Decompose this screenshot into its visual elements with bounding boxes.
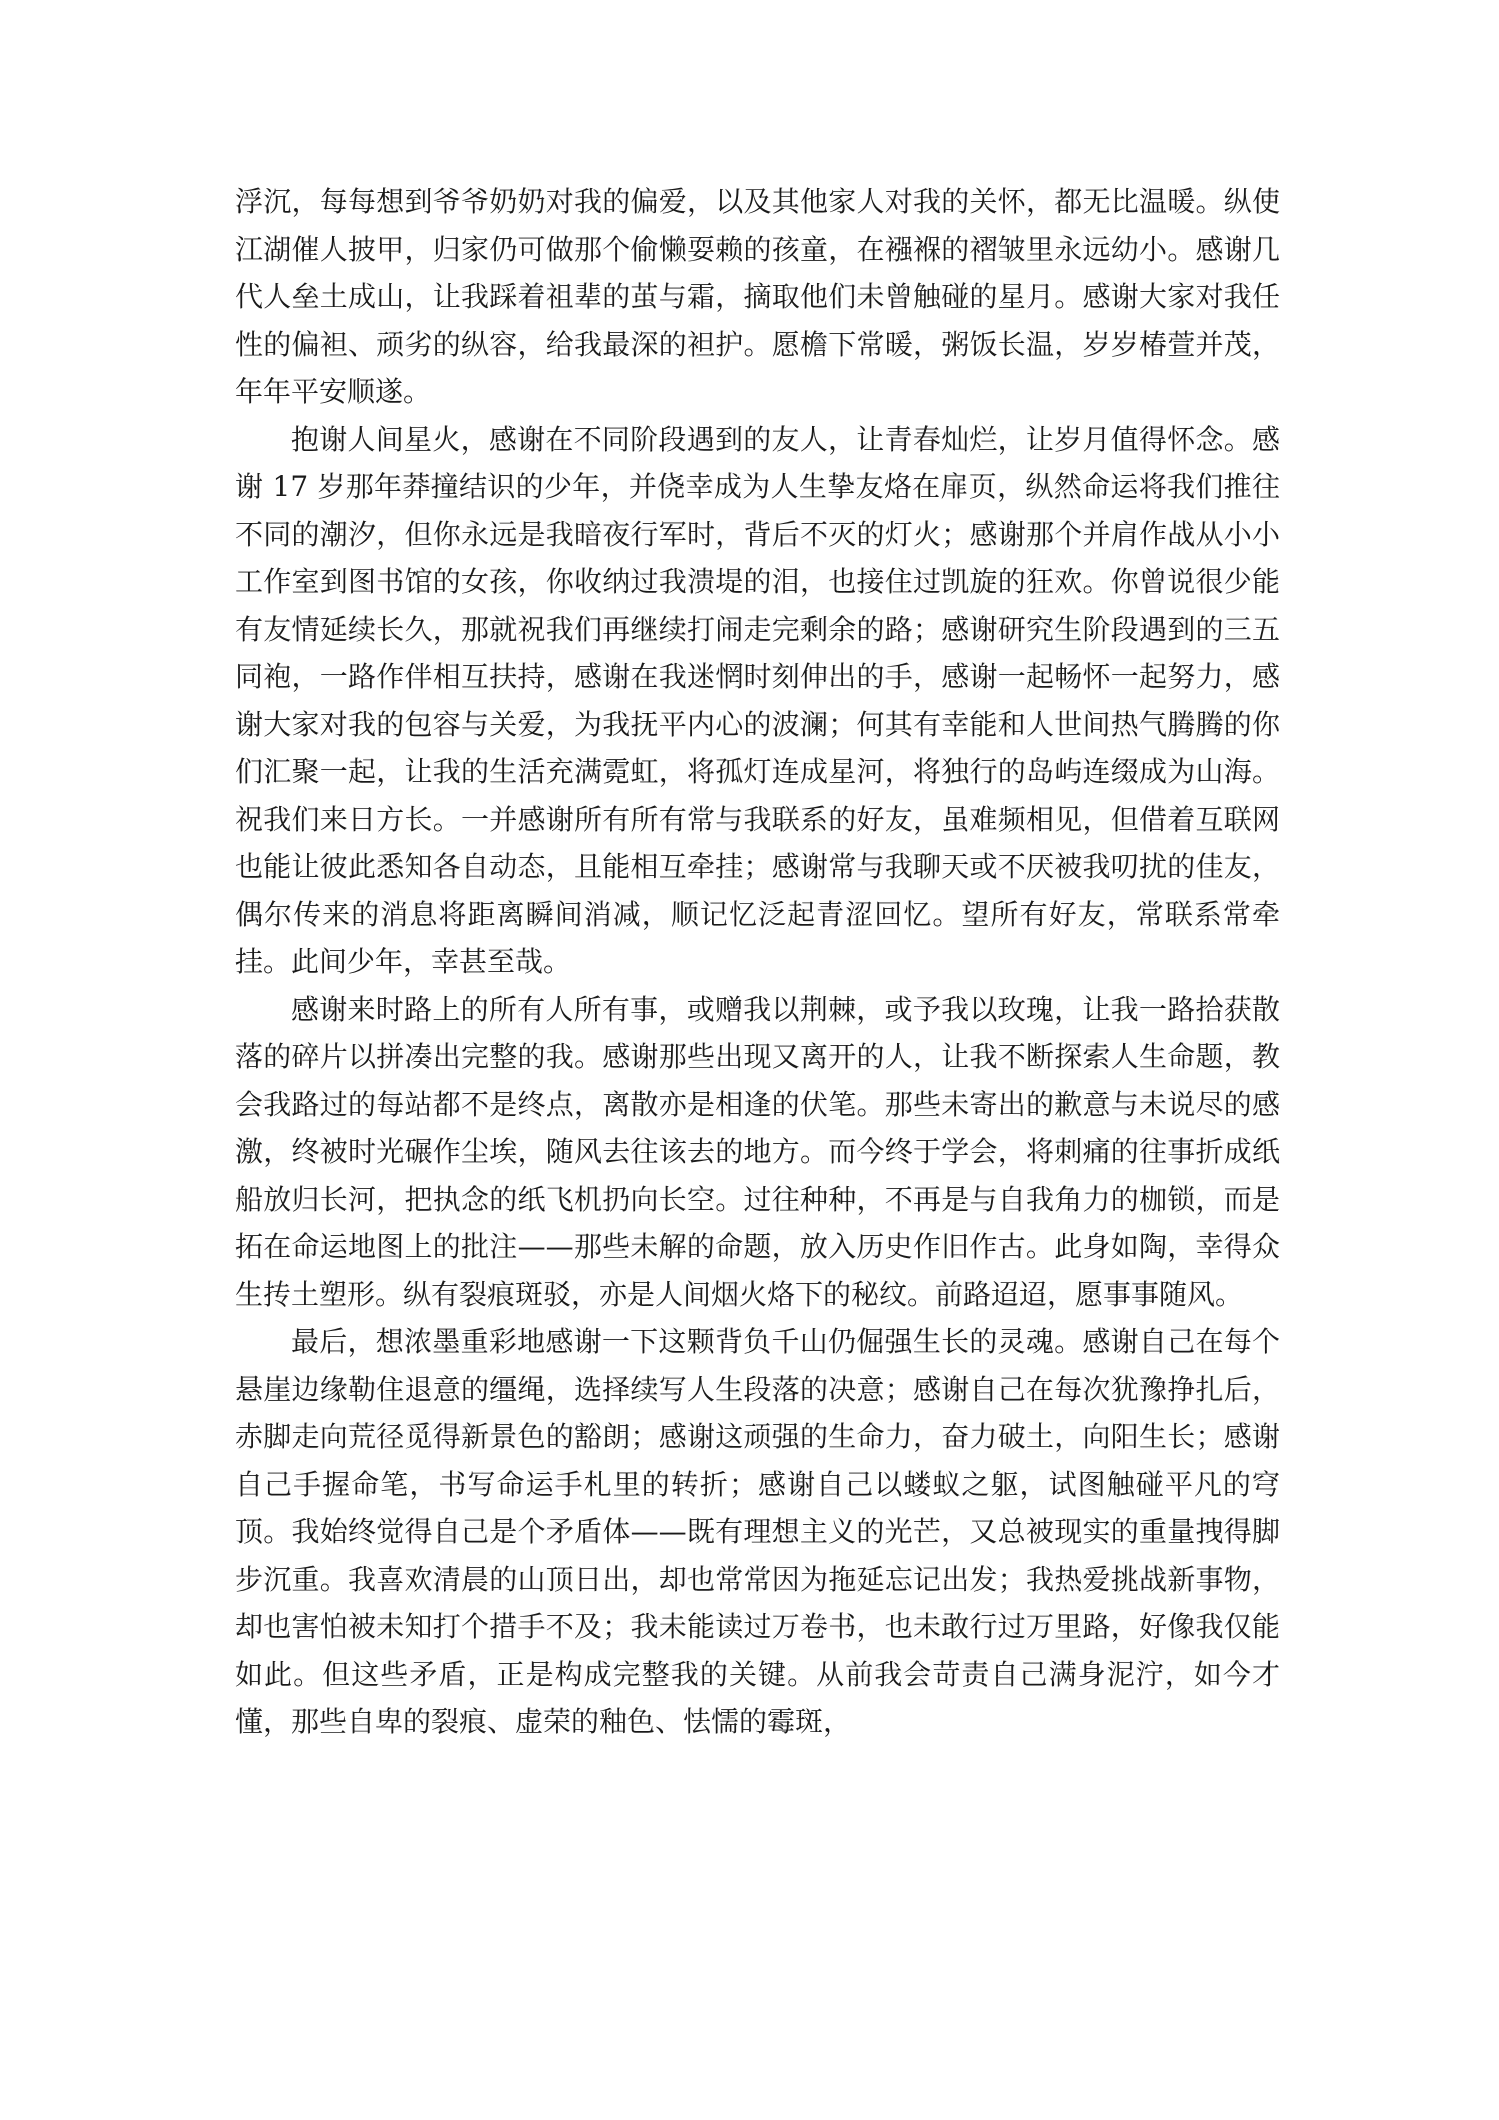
paragraph-family: 浮沉，每每想到爷爷奶奶对我的偏爱，以及其他家人对我的关怀，都无比温暖。纵使江湖催人披甲，归家仍可做那个偷懒耍赖的孩童，在襁褓的褶皱里永远幼小。感谢几代人垒土成山，让我踩着祖辈的茧与霜，摘取他们未曾触碰的星月。感谢大家对我任性的偏袒、顽劣的纵容，给我最深的袒护。愿檐下常暖，粥饭长温，岁岁椿萱并茂，年年平安顺遂。 — [235, 185, 1280, 408]
paragraph-friends: 抱谢人间星火，感谢在不同阶段遇到的友人，让青春灿烂，让岁月值得怀念。感谢 17 岁那年莽撞结识的少年，并侥幸成为人生挚友烙在扉页，纵然命运将我们推往不同的潮汐，但你永远是我暗夜行军时，背后不灭的灯火；感谢那个并肩作战从小小工作室到图书馆的女孩，你收纳过我溃堤的泪，也接住过凯旋的狂欢。你曾说很少能有友情延续长久，那就祝我们再继续打闹走完剩余的路；感谢研究生阶段遇到的三五同袍，一路作伴相互扶持，感谢在我迷惘时刻伸出的手，感谢一起畅怀一起努力，感谢大家对我的包容与关爱，为我抚平内心的波澜；何其有幸能和人世间热气腾腾的你们汇聚一起，让我的生活充满霓虹，将孤灯连成星河，将独行的岛屿连缀成为山海。祝我们来日方长。一并感谢所有所有常与我联系的好友，虽难频相见，但借着互联网也能让彼此悉知各自动态，且能相互牵挂；感谢常与我聊天或不厌被我叨扰的佳友，偶尔传来的消息将距离瞬间消减，顺记忆泛起青涩回忆。望所有好友，常联系常牵挂。此间少年，幸甚至哉。 — [235, 422, 1280, 978]
document-body — [235, 178, 1280, 1746]
paragraph-journey: 感谢来时路上的所有人所有事，或赠我以荆棘，或予我以玫瑰，让我一路拾获散落的碎片以拼凑出完整的我。感谢那些出现又离开的人，让我不断探索人生命题，教会我路过的每站都不是终点，离散亦是相逢的伏笔。那些未寄出的歉意与未说尽的感激，终被时光碾作尘埃，随风去往该去的地方。而今终于学会，将刺痛的往事折成纸船放归长河，把执念的纸飞机扔向长空。过往种种，不再是与自我角力的枷锁，而是拓在命运地图上的批注——那些未解的命题，放入历史作旧作古。此身如陶，幸得众生抟土塑形。纵有裂痕斑驳，亦是人间烟火烙下的秘纹。前路迢迢，愿事事随风。 — [235, 992, 1280, 1311]
paragraph-self: 最后，想浓墨重彩地感谢一下这颗背负千山仍倔强生长的灵魂。感谢自己在每个悬崖边缘勒住退意的缰绳，选择续写人生段落的决意；感谢自己在每次犹豫挣扎后，赤脚走向荒径觅得新景色的豁朗；感谢这顽强的生命力，奋力破土，向阳生长；感谢自己手握命笔，书写命运手札里的转折；感谢自己以蝼蚁之躯，试图触碰平凡的穹顶。我始终觉得自己是个矛盾体——既有理想主义的光芒，又总被现实的重量拽得脚步沉重。我喜欢清晨的山顶日出，却也常常因为拖延忘记出发；我热爱挑战新事物，却也害怕被未知打个措手不及；我未能读过万卷书，也未敢行过万里路，好像我仅能如此。但这些矛盾，正是构成完整我的关键。从前我会苛责自己满身泥泞，如今才懂，那些自卑的裂痕、虚荣的釉色、怯懦的霉斑， — [235, 1325, 1280, 1738]
